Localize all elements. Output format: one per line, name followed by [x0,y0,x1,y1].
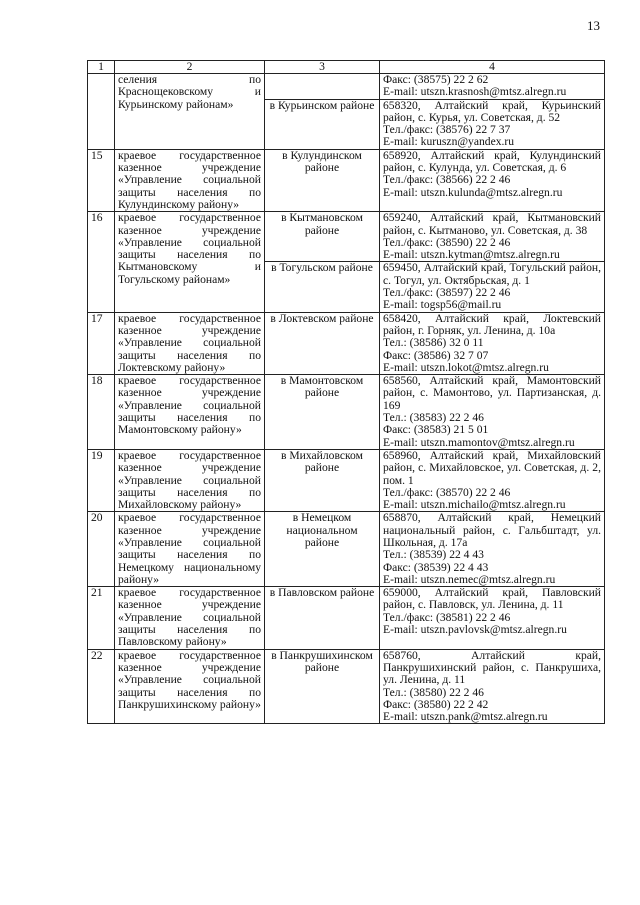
row-number-cell: 22 [88,649,115,724]
email-line: E-mail: utszn.nemec@mtsz.alregn.ru [383,572,556,586]
institution-cell: краевое государственное казенное учреждение «Управление социальной защиты населения по Мамонтовскому району» [115,375,265,450]
institutions-table [87,60,605,724]
email-line: E-mail: utszn.krasnosh@mtsz.alregn.ru [383,85,567,99]
column-header: 3 [265,61,380,74]
table-row [88,512,605,587]
district-cell: в Панкрушихинском районе [265,649,380,724]
table-row [88,312,605,374]
institution-cell: краевое государственное казенное учреждение «Управление социальной защиты населения по Панкрушихинскому району» [115,649,265,724]
address-line: Факс: (38575) 22 2 62 [383,73,489,86]
phone-line: Тел.: (38586) 32 0 11 [383,336,484,350]
district-cell: в Курьинском районе [265,99,380,149]
row-number-cell: 15 [88,149,115,211]
email-line: E-mail: utszn.pank@mtsz.alregn.ru [383,710,548,724]
table-row [88,375,605,450]
email-line: E-mail: utszn.kulunda@mtsz.alregn.ru [383,185,563,199]
email-line: E-mail: togsp56@mail.ru [383,298,502,312]
fax-line: Факс: (38586) 32 7 07 [383,348,489,362]
institution-cell: краевое государственное казенное учреждение «Управление социальной защиты населения по Немецкому национальному району» [115,512,265,587]
row-number-cell: 18 [88,375,115,450]
email-line: E-mail: kuruszn@yandex.ru [383,135,515,149]
address-line: 659450, Алтайский край, Тогульский район, с. Тогул, ул. Октябрьская, д. 1 [383,261,601,287]
email-line: E-mail: utszn.kytman@mtsz.alregn.ru [383,248,560,262]
institution-cell: краевое государственное казенное учреждение «Управление социальной защиты населения по Кытмановскому и Тогульскому районам» [115,212,265,312]
address-line: 658560, Алтайский край, Мамонтовский район, с. Мамонтово, ул. Партизанская, д. 169 [383,374,601,412]
phone-line: Тел.: (38539) 22 4 43 [383,548,484,562]
phone-line: Тел./факс: (38570) 22 2 46 [383,485,511,499]
phone-line: Тел./факс: (38590) 22 2 46 [383,235,511,249]
address-cell [380,587,605,649]
fax-line: Факс: (38539) 22 4 43 [383,560,489,574]
phone-line: Тел./факс: (38566) 22 2 46 [383,173,511,187]
address-cell [380,312,605,374]
address-cell [380,449,605,511]
institution-cell: селения по Краснощековскому и Курьинскому районам» [115,74,265,150]
district-cell: в Павловском районе [265,587,380,649]
address-cell [380,212,605,262]
address-line: 658960, Алтайский край, Михайловский район, с. Михайловское, ул. Советская, д. 2, пом. 1 [383,448,601,487]
column-header: 1 [88,61,115,74]
table-row [88,587,605,649]
address-line: 659000, Алтайский край, Павловский район, с. Павловск, ул. Ленина, д. 11 [383,586,601,612]
row-number-cell: 21 [88,587,115,649]
district-cell: в Немецком национальном районе [265,512,380,587]
address-cell [380,649,605,724]
row-number-cell: 19 [88,449,115,511]
phone-line: Тел.: (38580) 22 2 46 [383,685,484,699]
institution-cell: краевое государственное казенное учреждение «Управление социальной защиты населения по Кулундинскому району» [115,149,265,211]
table-row [88,649,605,724]
address-cell [380,375,605,450]
district-cell: в Кытмановском районе [265,212,380,262]
email-line: E-mail: utszn.lokot@mtsz.alregn.ru [383,360,549,374]
address-line: 658760, Алтайский край, Панкрушихинский район, с. Панкрушиха, ул. Ленина, д. 11 [383,648,601,687]
institution-cell: краевое государственное казенное учреждение «Управление социальной защиты населения по Михайловскому району» [115,449,265,511]
row-number-cell: 17 [88,312,115,374]
address-line: 659240, Алтайский край, Кытмановский район, с. Кытманово, ул. Советская, д. 38 [383,211,601,237]
district-cell: в Локтевском районе [265,312,380,374]
email-line: E-mail: utszn.pavlovsk@mtsz.alregn.ru [383,623,567,637]
row-number-cell: 20 [88,512,115,587]
fax-line: Факс: (38583) 21 5 01 [383,423,489,437]
district-cell: в Тогульском районе [265,262,380,312]
phone-line: Тел./факс: (38581) 22 2 46 [383,610,511,624]
email-line: E-mail: utszn.mamontov@mtsz.alregn.ru [383,435,575,449]
phone-line: Тел.: (38583) 22 2 46 [383,411,484,425]
page-number: 13 [587,18,600,33]
address-cell [380,512,605,587]
address-cell [380,149,605,211]
phone-line: Тел./факс: (38576) 22 7 37 [383,123,511,137]
address-cell [380,74,605,100]
table-row [88,212,605,262]
fax-line: Факс: (38580) 22 2 42 [383,697,489,711]
address-line: 658920, Алтайский край, Кулундинский район, с. Кулунда, ул. Советская, д. 6 [383,148,601,175]
address-cell [380,99,605,149]
district-cell: в Михайловском районе [265,449,380,511]
table-row [88,74,605,100]
email-line: E-mail: utszn.michailo@mtsz.alregn.ru [383,498,566,512]
phone-line: Тел./факс: (38597) 22 2 46 [383,286,511,300]
district-cell [265,74,380,100]
column-header: 4 [380,61,605,74]
address-line: 658420, Алтайский край, Локтевский район, г. Горняк, ул. Ленина, д. 10а [383,311,601,337]
column-header: 2 [115,61,265,74]
header-row [88,61,605,74]
address-line: 658320, Алтайский край, Курьинский район, с. Курья, ул. Советская, д. 52 [383,98,601,124]
table-row [88,449,605,511]
institution-cell: краевое государственное казенное учреждение «Управление социальной защиты населения по Павловскому району» [115,587,265,649]
district-cell: в Мамонтовском районе [265,375,380,450]
institution-cell: краевое государственное казенное учреждение «Управление социальной защиты населения по Локтевскому району» [115,312,265,374]
row-number-cell: 16 [88,212,115,312]
address-line: 658870, Алтайский край, Немецкий национальный район, с. Гальбштадт, ул. Школьная, д. 17а [383,511,601,549]
address-cell [380,262,605,312]
row-number-cell [88,74,115,150]
district-cell: в Кулундинском районе [265,149,380,211]
table-row [88,149,605,211]
